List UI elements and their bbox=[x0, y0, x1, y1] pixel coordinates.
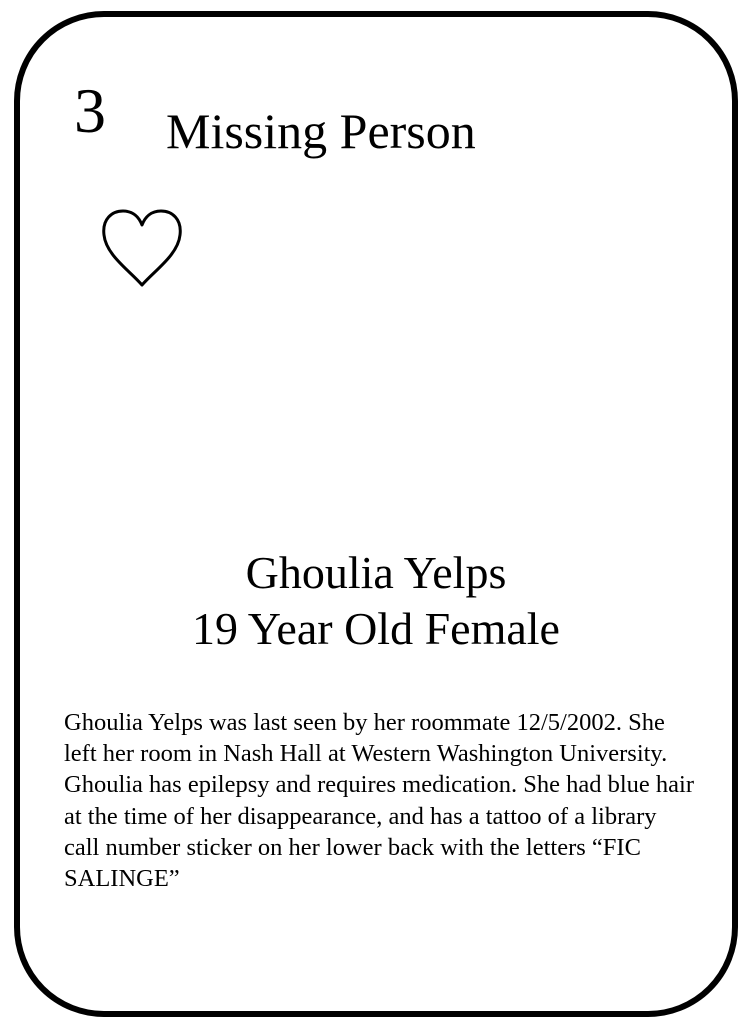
person-description: Ghoulia Yelps was last seen by her roommate 12/5/2002. She left her room in Nash Hall at Western Washington University. Ghoulia has epilepsy and requires medication. She had blue hair at the time of her disappearance, and has a tattoo of a library call number sticker on her lower back with the letters “FIC SALINGE” bbox=[64, 709, 695, 893]
person-info bbox=[20, 545, 732, 657]
missing-person-card bbox=[14, 11, 738, 1017]
card-title: Missing Person bbox=[166, 103, 476, 159]
heart-outline-icon bbox=[100, 207, 184, 289]
card-number: 3 bbox=[74, 75, 106, 146]
person-name: Ghoulia Yelps bbox=[245, 547, 507, 598]
person-subtitle: 19 Year Old Female bbox=[192, 603, 560, 654]
